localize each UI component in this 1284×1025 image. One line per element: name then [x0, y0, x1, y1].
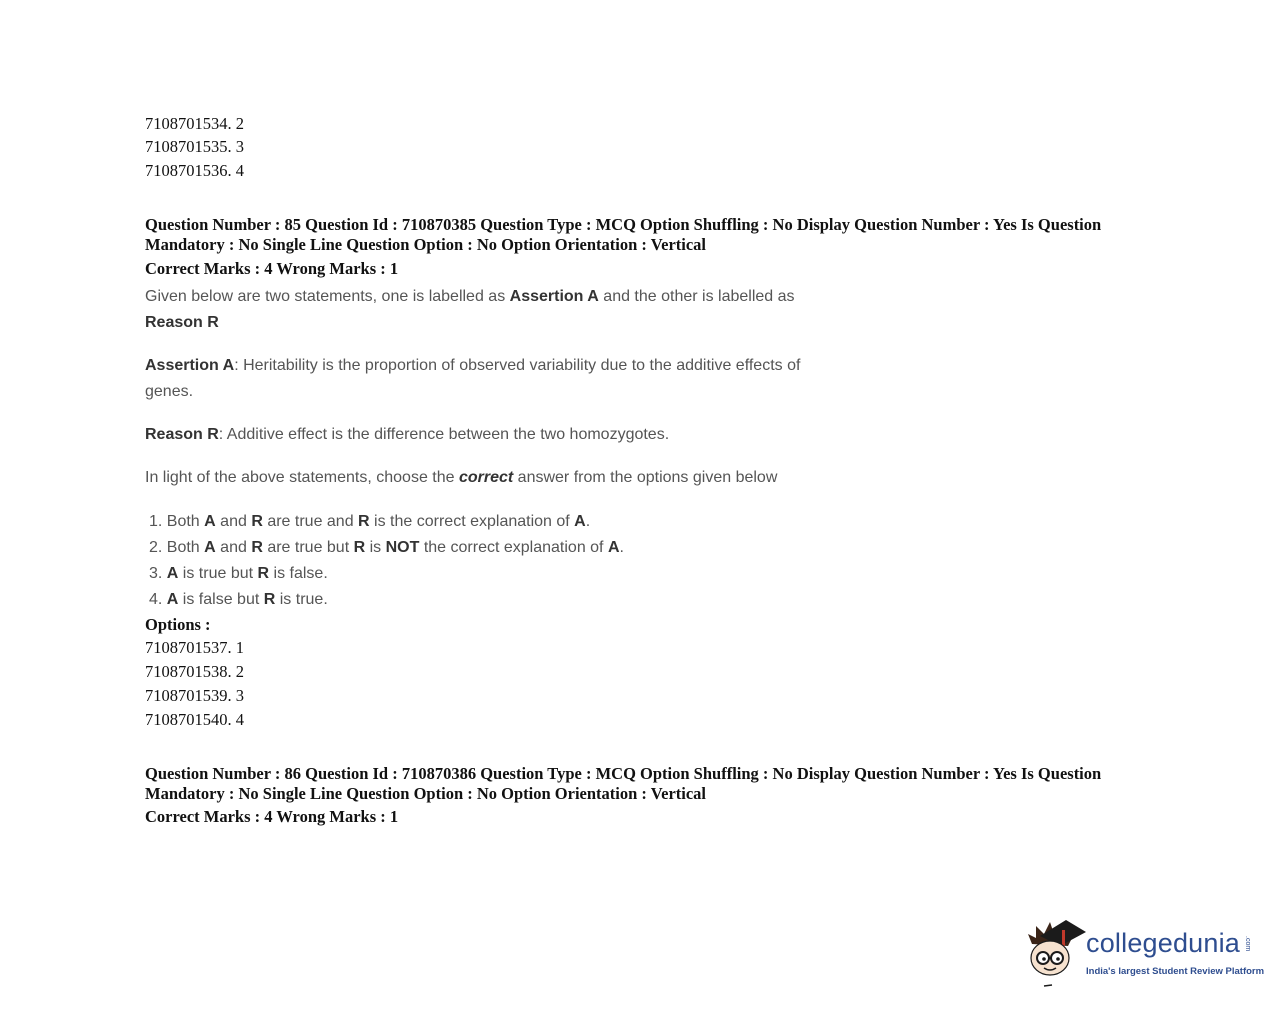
option-id-line: 7108701538. 2 [145, 662, 244, 681]
assertion-statement: Assertion A: Heritability is the proportion of observed variability due to the additive effects of [145, 357, 801, 374]
mascot-icon [1022, 916, 1086, 990]
logo-tagline: India's largest Student Review Platform [1086, 966, 1265, 977]
answer-choice-4: 4. A is false but R is true. [149, 591, 328, 608]
option-id-line: 7108701537. 1 [145, 638, 244, 657]
answer-choice-2: 2. Both A and R are true but R is NOT the correct explanation of A. [149, 539, 624, 556]
options-label: Options : [145, 615, 211, 634]
option-id-line: 7108701536. 4 [145, 161, 244, 180]
collegedunia-logo [1022, 916, 1265, 990]
question-85-meta: Question Number : 85 Question Id : 710870385 Question Type : MCQ Option Shuffling : No Display Question Number : Yes Is Question Mandatory : No Single Line Question Option : No Option Orientation : Vertical [145, 215, 1102, 254]
question-intro: Given below are two statements, one is labelled as Assertion A and the other is labelled as [145, 288, 795, 305]
instruction: In light of the above statements, choose the correct answer from the options given below [145, 469, 778, 486]
option-id-line: 7108701539. 3 [145, 686, 244, 705]
question-intro-cont: Reason R [145, 314, 219, 331]
answer-choice-1: 1. Both A and R are true and R is the correct explanation of A. [149, 513, 591, 530]
assertion-statement-cont: genes. [145, 383, 194, 400]
reason-label: Reason R [145, 426, 219, 443]
option-id-line: 7108701534. 2 [145, 114, 244, 133]
option-id-line: 7108701540. 4 [145, 710, 244, 729]
option-id-line: 7108701535. 3 [145, 137, 244, 156]
logo-tld: .com [1244, 936, 1251, 952]
logo-wordmark: collegedunia [1086, 928, 1241, 958]
question-86-meta: Question Number : 86 Question Id : 710870386 Question Type : MCQ Option Shuffling : No Display Question Number : Yes Is Question Mandatory : No Single Line Question Option : No Option Orientation : Vertical [145, 764, 1102, 803]
question-86-marks: Correct Marks : 4 Wrong Marks : 1 [145, 807, 399, 826]
reason-statement: Reason R: Additive effect is the difference between the two homozygotes. [145, 426, 670, 443]
answer-choice-3: 3. A is true but R is false. [149, 565, 328, 582]
assertion-label: Assertion A [145, 357, 235, 374]
question-85-marks: Correct Marks : 4 Wrong Marks : 1 [145, 259, 399, 278]
